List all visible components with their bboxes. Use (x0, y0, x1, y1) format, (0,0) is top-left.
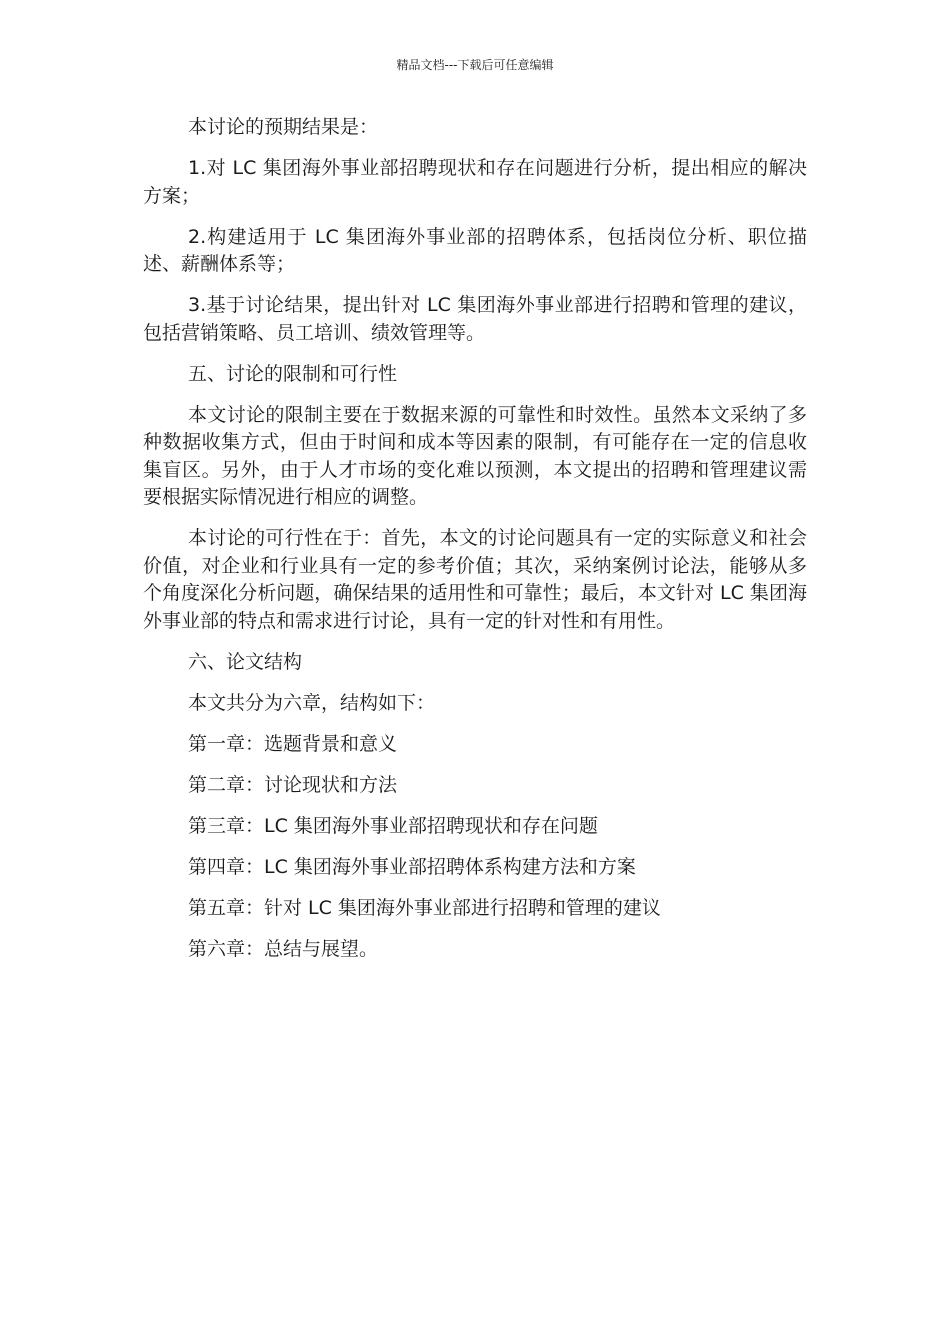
expected-results-intro: 本讨论的预期结果是： (188, 116, 379, 138)
document-body (143, 114, 807, 977)
chapter-item-1: 第一章：选题背景和意义 (188, 732, 398, 755)
chapter-item-4: 第四章：LC 集团海外事业部招聘体系构建方法和方案 (188, 855, 636, 878)
chapter-item-2: 第二章：讨论现状和方法 (188, 773, 398, 796)
page-header: 精品文档---下载后可任意编辑 (396, 58, 554, 72)
expected-result-item-3: 3.基于讨论结果，提出针对 LC 集团海外事业部进行招聘和管理的建议，包括营销策略、员工培训、绩效管理等。 (143, 294, 807, 344)
expected-result-item-1: 1.对 LC 集团海外事业部招聘现状和存在问题进行分析，提出相应的解决方案； (143, 157, 807, 207)
limitations-paragraph: 本文讨论的限制主要在于数据来源的可靠性和时效性。虽然本文采纳了多种数据收集方式，但由于时间和成本等因素的限制，有可能存在一定的信息收集盲区。另外，由于人才市场的变化难以预测，本文提出的招聘和管理建议需要根据实际情况进行相应的调整。 (143, 403, 807, 508)
expected-result-item-2: 2.构建适用于 LC 集团海外事业部的招聘体系，包括岗位分析、职位描述、薪酬体系等； (143, 225, 807, 275)
chapter-item-3: 第三章：LC 集团海外事业部招聘现状和存在问题 (188, 814, 598, 837)
feasibility-paragraph: 本讨论的可行性在于：首先，本文的讨论问题具有一定的实际意义和社会价值，对企业和行业具有一定的参考价值；其次，采纳案例讨论法，能够从多个角度深化分析问题，确保结果的适用性和可靠性；最后，本文针对 LC 集团海外事业部的特点和需求进行讨论，具有一定的针对性和有用性。 (143, 527, 807, 632)
structure-intro: 本文共分为六章，结构如下： (188, 691, 436, 714)
chapter-item-5: 第五章：针对 LC 集团海外事业部进行招聘和管理的建议 (188, 896, 661, 919)
chapter-item-6: 第六章：总结与展望。 (188, 937, 379, 960)
section-heading-structure: 六、论文结构 (188, 650, 303, 673)
section-heading-limitations: 五、讨论的限制和可行性 (188, 362, 398, 385)
